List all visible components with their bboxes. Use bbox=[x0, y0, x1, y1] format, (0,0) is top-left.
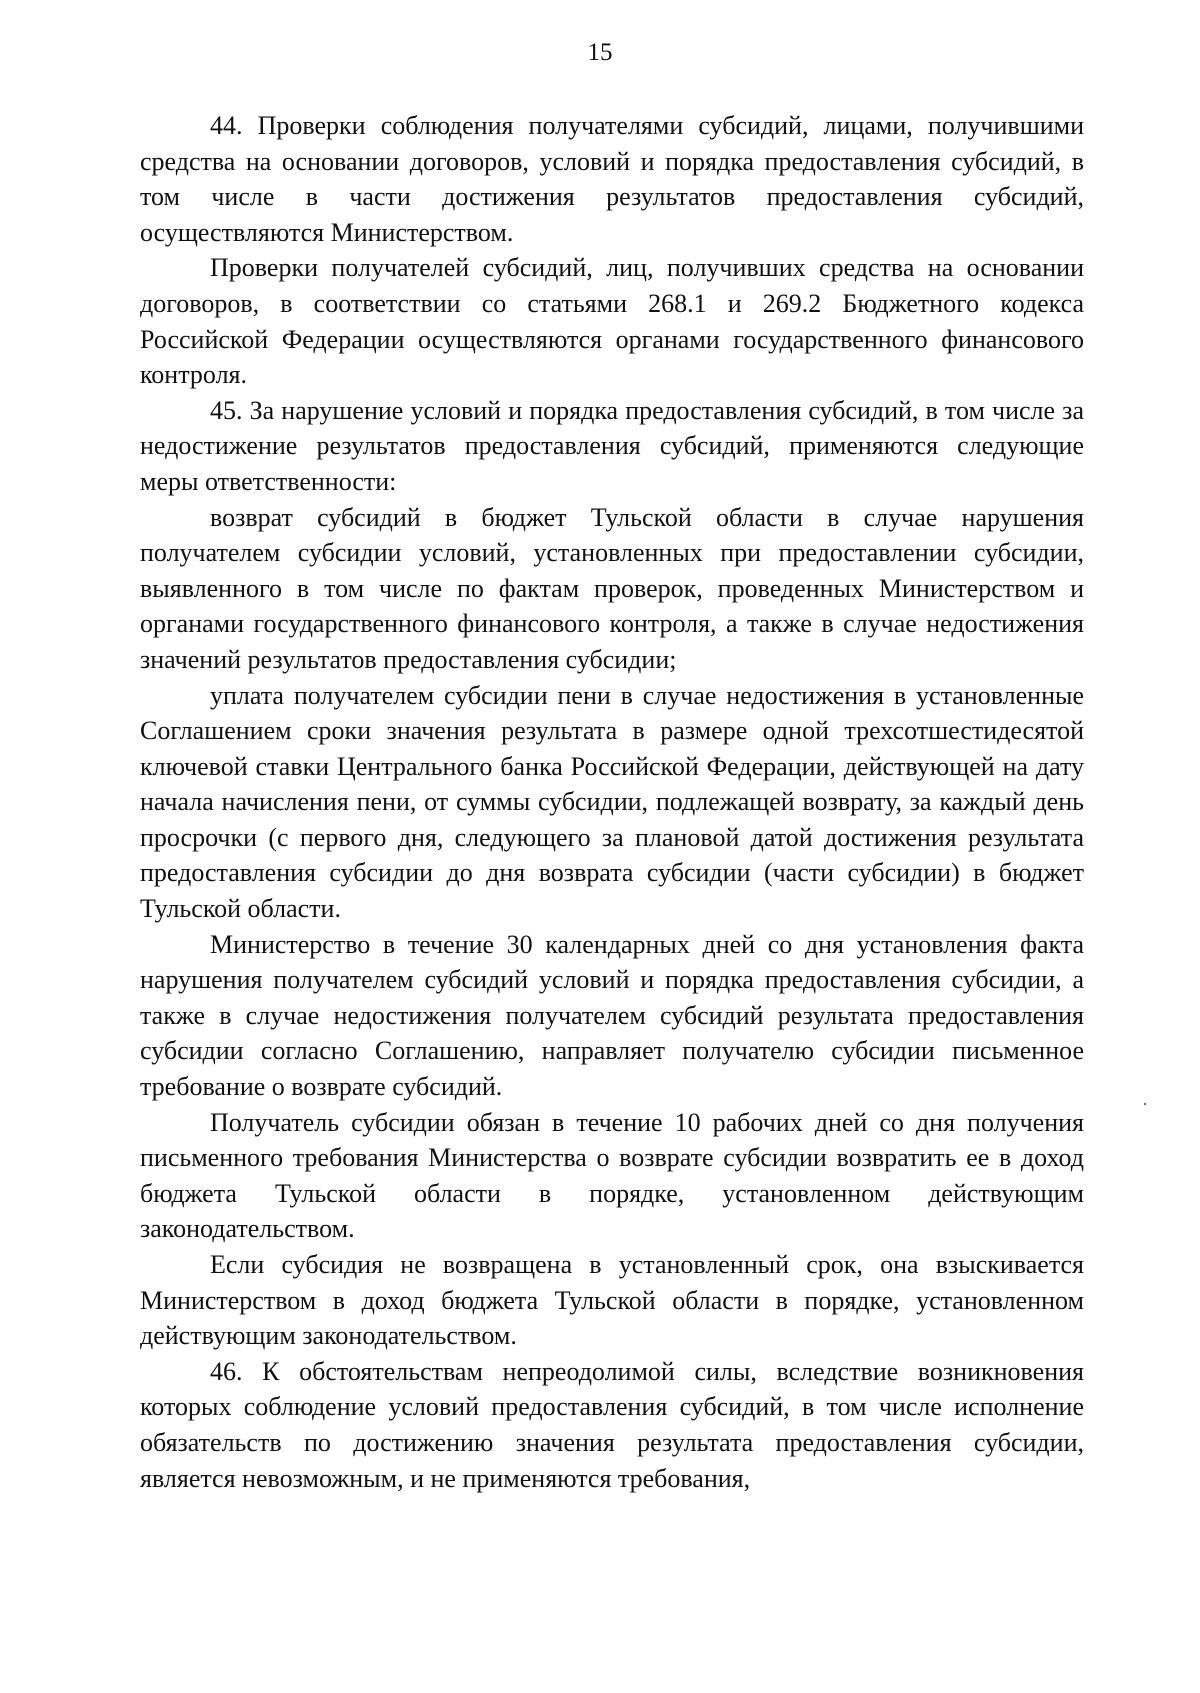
paragraph-ministry-demand: Министерство в течение 30 календарных дней со дня установления факта нарушения получателем субсидий условий и порядка предоставления субсидии, а также в случае недостижения получателем субсидий результата предоставления субсидии согласно Соглашению, направляет получателю субсидии письменное требование о возврате субсидий. bbox=[140, 929, 1084, 1102]
paragraph-46-force-majeure: 46. К обстоятельствам непреодолимой силы, вследствие возникновения которых соблюдение условий предоставления субсидий, в том числе исполнение обязательств по достижению значения результата предоставления субсидии, является невозможным, и не применяются требования, bbox=[140, 1356, 1084, 1493]
paragraph-45-liability: 45. За нарушение условий и порядка предоставления субсидий, в том числе за недостижение результатов предоставления субсидий, применяются следующие меры ответственности: bbox=[140, 395, 1084, 496]
paragraph-inspections-financial-control: Проверки получателей субсидий, лиц, получивших средства на основании договоров, в соответствии со статьями 268.1 и 269.2 Бюджетного кодекса Российской Федерации осуществляются органами государственного финансового контроля. bbox=[140, 253, 1084, 390]
paragraph-penalty-payment: уплата получателем субсидии пени в случае недостижения в установленные Соглашением сроки значения результата в размере одной трехсотшестидесятой ключевой ставки Центрального банка Российской Федерации, действующей на дату начала начисления пени, от суммы субсидии, подлежащей возврату, за каждый день просрочки (с первого дня, следующего за плановой датой достижения результата предоставления субсидии до дня возврата субсидии (части субсидии) в бюджет Тульской области. bbox=[140, 680, 1084, 924]
paragraph-recipient-obligation: Получатель субсидии обязан в течение 10 рабочих дней со дня получения письменного требования Министерства о возврате субсидии возвратить ее в доход бюджета Тульской области в порядке, установленном действующим законодательством. bbox=[140, 1107, 1084, 1244]
document-body bbox=[140, 108, 1084, 1496]
page-number: 15 bbox=[587, 39, 613, 66]
paragraph-subsidy-return: возврат субсидий в бюджет Тульской области в случае нарушения получателем субсидии условий, установленных при предоставлении субсидии, выявленного в том числе по фактам проверок, проведенных Министерством и органами государственного финансового контроля, а также в случае недостижения значений результатов предоставления субсидии; bbox=[140, 502, 1084, 674]
paragraph-44-inspections: 44. Проверки соблюдения получателями субсидий, лицами, получившими средства на основании договоров, условий и порядка предоставления субсидий, в том числе в части достижения результатов предоставления субсидий, осуществляются Министерством. bbox=[140, 111, 1084, 247]
scan-artifact-dot bbox=[1144, 1103, 1146, 1105]
paragraph-recovery: Если субсидия не возвращена в установленный срок, она взыскивается Министерством в доход бюджета Тульской области в порядке, установленном действующим законодательством. bbox=[140, 1250, 1084, 1351]
